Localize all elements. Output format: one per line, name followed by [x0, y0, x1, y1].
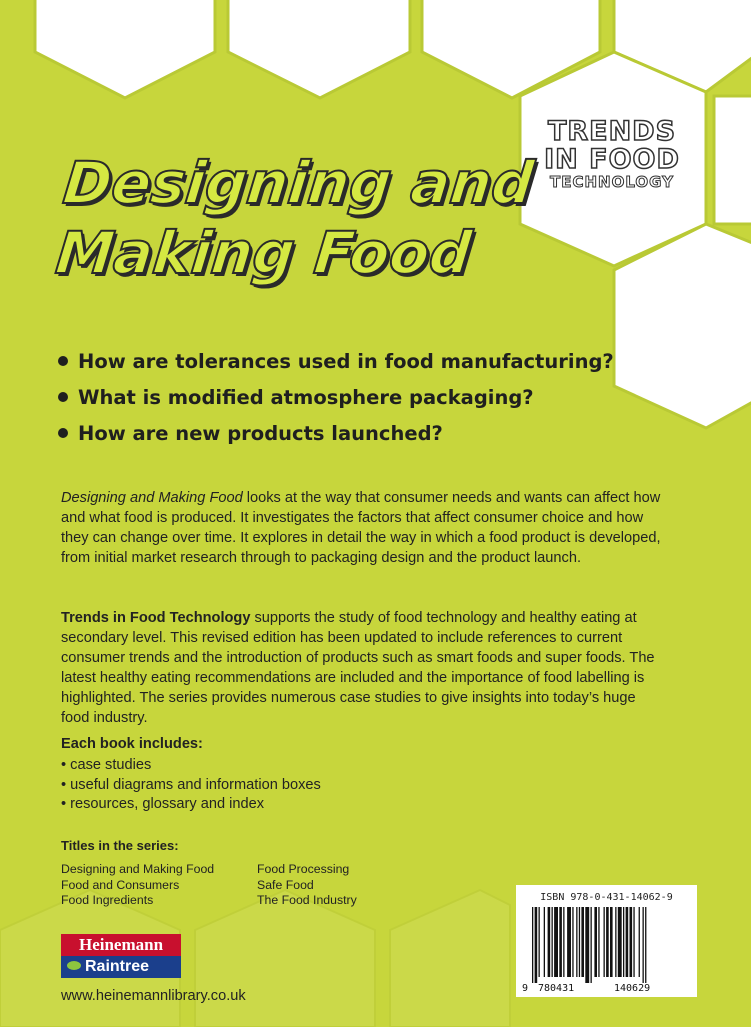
- series-title-item: Food Processing: [257, 862, 350, 876]
- book-title-line1: Designing and: [60, 149, 537, 217]
- description-title: Designing and Making Food: [61, 490, 243, 506]
- series-blurb: [61, 608, 666, 728]
- question-item: [58, 416, 614, 452]
- publisher-name-2: Raintree: [85, 958, 150, 975]
- barcode-bar: [610, 907, 613, 977]
- barcode-bar: [604, 907, 605, 977]
- question-item: [58, 380, 614, 416]
- series-titles-column-1: [61, 862, 214, 909]
- hexagon-shape: [714, 96, 751, 224]
- hexagon-shape: [390, 890, 510, 1027]
- website-url: www.heinemannlibrary.co.uk: [61, 988, 246, 1004]
- barcode-bar: [594, 907, 597, 977]
- bullet-icon: [58, 392, 68, 402]
- series-titles-column-2: [257, 862, 357, 909]
- barcode-bar: [618, 907, 622, 977]
- series-blurb-text: supports the study of food technology and healthy eating at secondary level. This revised edition has been updated to include references to current consumer trends and the introduction of products such as smart foods and super foods. The latest healthy eating recommendations are included and the importance of food labelling is highlighted. The series provides numerous case studies to give insights into today’s huge food industry.: [61, 610, 655, 726]
- question-text: How are tolerances used in food manufacturing?: [78, 350, 614, 373]
- barcode-bar: [535, 907, 538, 983]
- series-title-item: Designing and Making Food: [61, 862, 215, 876]
- book-title-line2: Making Food: [52, 219, 475, 287]
- barcode-bar: [598, 907, 599, 977]
- barcode-bar: [563, 907, 564, 977]
- list-item: • useful diagrams and information boxes: [61, 776, 321, 793]
- barcode-bar: [615, 907, 616, 977]
- series-logo-line3: TECHNOLOGY: [550, 173, 674, 191]
- book-title: [53, 148, 537, 288]
- question-list: [58, 344, 614, 452]
- list-item: • resources, glossary and index: [61, 796, 265, 812]
- barcode-bar: [572, 907, 573, 977]
- barcode-bar: [606, 907, 609, 977]
- book-description: [61, 488, 666, 568]
- barcode-bar: [623, 907, 624, 977]
- barcode-bar: [643, 907, 644, 983]
- barcode-bar: [581, 907, 584, 977]
- barcode-bar: [633, 907, 634, 977]
- barcode-graphic: [516, 885, 697, 997]
- barcode-bar: [591, 907, 592, 983]
- barcode-bar: [567, 907, 571, 977]
- hexagon-shape: [195, 890, 375, 1027]
- includes-heading: Each book includes:: [61, 736, 203, 752]
- barcode-bar: [554, 907, 558, 977]
- series-logo-line2: IN FOOD: [544, 144, 680, 175]
- includes-list: [61, 756, 321, 815]
- isbn-barcode: [516, 885, 697, 997]
- series-title-item: Safe Food: [257, 877, 314, 892]
- barcode-bar: [639, 907, 640, 977]
- barcode-digits-left: 780431: [538, 983, 575, 994]
- publisher-logo: [61, 934, 181, 978]
- barcode-bar: [626, 907, 629, 977]
- question-text: How are new products launched?: [78, 422, 443, 445]
- list-item: • case studies: [61, 757, 152, 773]
- bullet-icon: [58, 356, 68, 366]
- isbn-label: ISBN 978-0-431-14062-9: [540, 892, 673, 903]
- description-text: looks at the way that consumer needs and wants can affect how and what food is produced. It investigates the factors that affect consumer choice and how they can change over time. It explores in detail the way in which a food product is developed, from initial market research through to packaging design and the product launch.: [61, 490, 661, 566]
- barcode-bar: [552, 907, 553, 977]
- series-blurb-title: Trends in Food Technology: [61, 610, 251, 626]
- barcode-digits-right: 140629: [614, 983, 651, 994]
- question-text: What is modified atmosphere packaging?: [78, 386, 534, 409]
- series-logo: [522, 118, 702, 190]
- barcode-bar: [544, 907, 545, 977]
- series-title-item: The Food Industry: [257, 893, 357, 907]
- barcode-bar: [559, 907, 562, 977]
- hexagon-shape: [228, 0, 410, 98]
- barcode-bar: [579, 907, 580, 977]
- series-logo-line1: TRENDS: [547, 116, 677, 147]
- barcode-digit-first: 9: [522, 983, 529, 994]
- swoosh-icon: [67, 961, 81, 970]
- barcode-bar: [548, 907, 551, 977]
- publisher-name-2-wrap: [61, 956, 181, 978]
- series-title-item: Food Ingredients: [61, 893, 154, 907]
- hexagon-shape: [35, 0, 215, 98]
- series-titles-heading: Titles in the series:: [61, 838, 179, 853]
- question-item: [58, 344, 614, 380]
- barcode-bar: [585, 907, 589, 983]
- bullet-icon: [58, 428, 68, 438]
- barcode-bar: [539, 907, 540, 977]
- barcode-bar: [576, 907, 577, 977]
- publisher-name-1: Heinemann: [61, 934, 181, 956]
- barcode-bar: [532, 907, 533, 983]
- series-title-item: Food and Consumers: [61, 877, 180, 892]
- barcode-bar: [630, 907, 633, 977]
- barcode-bar: [645, 907, 646, 983]
